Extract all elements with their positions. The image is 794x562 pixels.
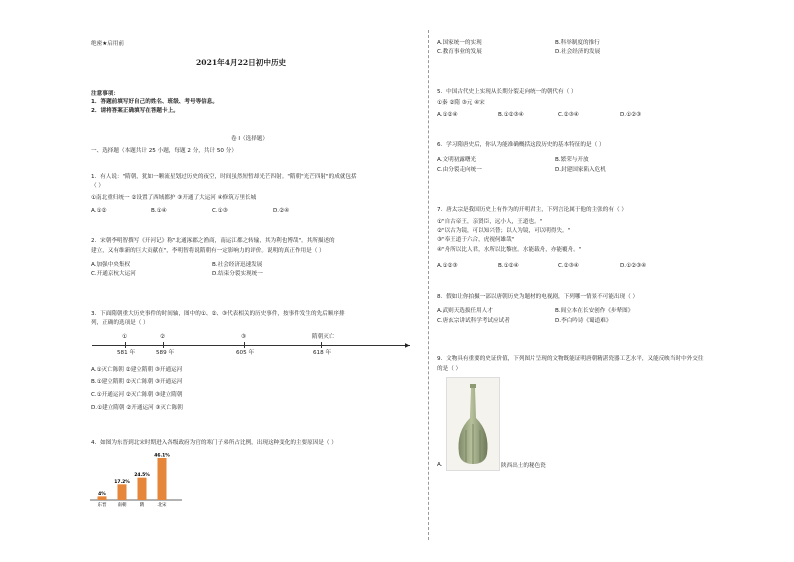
q1-option-b[interactable]: B.①④ [151,208,167,214]
chart-category-label: 东晋 [97,503,107,508]
q3-option-b[interactable]: B.①建立隋朝 ②灭亡陈朝 ③开通运河 [91,379,183,385]
timeline-mark-2: ② [160,334,166,340]
q4-bar-chart [86,450,186,512]
q9-option-a[interactable]: A. [437,462,443,468]
q2-option-a[interactable]: A.加强中央集权 [91,262,131,268]
q8-option-d[interactable]: D.李白吟诗《蜀道难》 [555,318,612,324]
q5-option-a[interactable]: A.①②④ [437,112,458,118]
q3-option-d[interactable]: D.①建立隋朝 ②开通运河 ③灭亡陈朝 [91,405,183,411]
q5-option-b[interactable]: B.①②③④ [498,112,524,118]
q4-option-b[interactable]: B.科举制度的推行 [555,40,600,46]
q1-statements: ①南北重归统一 ②设置了西域都护 ③开通了大运河 ④修筑万里长城 [91,195,257,201]
q4-stem: 4．如图为东晋到北宋时期进入各级政府为官的寒门子弟所占比例，出现这种变化的主要原因是（ ） [91,440,337,446]
q2-option-c[interactable]: C.开通京杭大运河 [91,271,136,277]
q7-quote-4: ④"舟所以比人君，水所以比黎庶。水能载舟，亦能覆舟。" [437,247,582,253]
timeline-mark-3: ③ [241,334,247,340]
timeline-tick [163,342,164,348]
q5-stem: 5．中国古代史上实现从长期分裂走向统一的朝代有（ ） [437,89,577,95]
q7-option-b[interactable]: B.①②④ [498,263,519,269]
q8-option-c[interactable]: C.唐玄宗讲试科学考试应试者 [437,318,510,324]
q4-option-c[interactable]: C.教育事业的发展 [437,49,482,55]
q1-option-a[interactable]: A.①② [91,208,107,214]
q2-stem: 2．宋朝李明智撰写《开河记》称"北通涿郡之渔商，南运江都之转输，其为利也博哉"。其所描述的 [91,238,335,244]
chart-bar [158,458,167,500]
q7-quote-2: ②"以古为镜，可以知兴替；以人为镜，可以明得失。" [437,228,571,234]
q8-option-a[interactable]: A.武则天选拔任用人才 [437,308,493,314]
q1-stem: 1．有人说："隋朝，犹如一颗流星划过历史的夜空，时间虽然短暂却光芒四射。"隋朝"光芒四射"的成就包括 [91,174,357,180]
q8-stem: 8．假如让你拍摄一部以唐朝历史为题材的电视剧，下列哪一情景不可能出现（ ） [437,294,639,300]
confidential-label: 绝密★启用前 [91,41,124,47]
q9-stem-cont: 的是（ ） [437,366,462,372]
timeline-tick [321,342,322,348]
chart-value-label: 24.5% [134,473,150,479]
timeline-year-2: 589 年 [156,350,175,356]
q6-option-d[interactable]: D.封建国家陷入危机 [555,167,606,173]
timeline-mark-1: ① [122,334,128,340]
note-1: 1．答题前填写好自己的姓名、班级、考号等信息。 [91,99,218,105]
timeline-year-1: 581 年 [117,350,136,356]
column-divider [428,30,429,540]
chart-bar [118,484,127,500]
chart-value-label: 17.2% [114,479,130,485]
q1-option-c[interactable]: C.①③ [212,208,228,214]
q3-option-c[interactable]: C.①开通运河 ②灭亡陈朝 ③建立隋朝 [91,392,183,398]
q7-quote-1: ①"自古帝王，亲贤臣，远小人，王道也。" [437,219,543,225]
q2-option-d[interactable]: D.结束分裂实现统一 [212,271,263,277]
q3-option-a[interactable]: A.①灭亡陈朝 ②建立隋朝 ③开通运河 [91,367,183,373]
q5-option-c[interactable]: C.②③④ [558,112,579,118]
timeline-tick [125,342,126,348]
q7-quote-3: ③"奉王道于六合，虎视何雄哉" [437,237,515,243]
celadon-vase-image [446,377,500,471]
q2-stem-cont: 建立，又有维新的巨大贡献在"，李明智将说隋朝有一定影响力的评价。说明的真正作用是（ ） [91,248,325,254]
q7-option-d[interactable]: D.①②③④ [620,263,647,269]
chart-category-label: 南朝 [117,503,127,508]
vase-icon [447,378,499,470]
q3-stem: 3．下面隋朝重大历史事件的时间轴，图中的①、②、③代表相关的历史事件，按事件发生的先后顺序排 [91,311,345,317]
q6-option-b[interactable]: B.繁荣与开放 [555,157,589,163]
q3-stem-cont: 列，正确的选项是（ ） [91,320,149,326]
timeline-year-3: 605 年 [236,350,255,356]
chart-category-label: 隋 [139,503,145,508]
chart-category-label: 北宋 [157,503,167,508]
section-heading: 一、选择题（本题共计 25 小题，每题 2 分，共计 50 分） [91,148,237,154]
q7-stem: 7．唐太宗是我国历史上有作为的开明君主，下列言论属于他的主张的有（ ） [437,207,627,213]
volume-heading: 卷 I（选择题） [231,136,268,142]
timeline-year-4: 618 年 [313,350,332,356]
q5-statements: ①秦 ②隋 ③元 ④宋 [437,100,485,106]
chart-bar [138,478,147,500]
q7-option-a[interactable]: A.①②③ [437,263,458,269]
q6-option-a[interactable]: A.文明初露曙光 [437,157,477,163]
q9-caption: 陕西出土的秘色瓷 [501,463,546,469]
q6-option-c[interactable]: C.由分裂走向统一 [437,167,482,173]
timeline-axis [92,345,410,346]
q7-option-c[interactable]: C.②③④ [558,263,579,269]
chart-bar [98,496,107,500]
q6-stem: 6．学习隋唐史后，你认为能准确概括这段历史的基本特征的是（ ） [437,142,605,148]
q1-stem-cont: （ ） [91,183,104,189]
q5-option-d[interactable]: D.①②③ [620,112,642,118]
chart-value-label: 46.1% [154,453,170,459]
chart-value-label: 4% [98,491,106,497]
timeline-arrow-icon: ▶ [405,342,410,349]
notes-heading: 注意事项： [91,91,119,97]
q4-option-a[interactable]: A.国家统一的实现 [437,40,482,46]
page-title: 2021年4月22日初中历史 [196,58,287,67]
q4-option-d[interactable]: D.社会经济的发展 [555,49,601,55]
timeline-mark-4: 隋朝灭亡 [312,334,335,340]
q9-stem: 9．文物具有重要的史证价值，下列图片呈现的文物既能证明唐朝精湛瓷器工艺水平，又能反映当时中外交往 [437,356,704,362]
note-2: 2．请将答案正确填写在答题卡上。 [91,108,179,114]
q1-option-d[interactable]: D.②④ [273,208,290,214]
q2-option-b[interactable]: B.社会经济迅速发展 [212,262,263,268]
timeline-tick [244,342,245,348]
q8-option-b[interactable]: B.阎立本在长安创作《步辇图》 [555,308,634,314]
